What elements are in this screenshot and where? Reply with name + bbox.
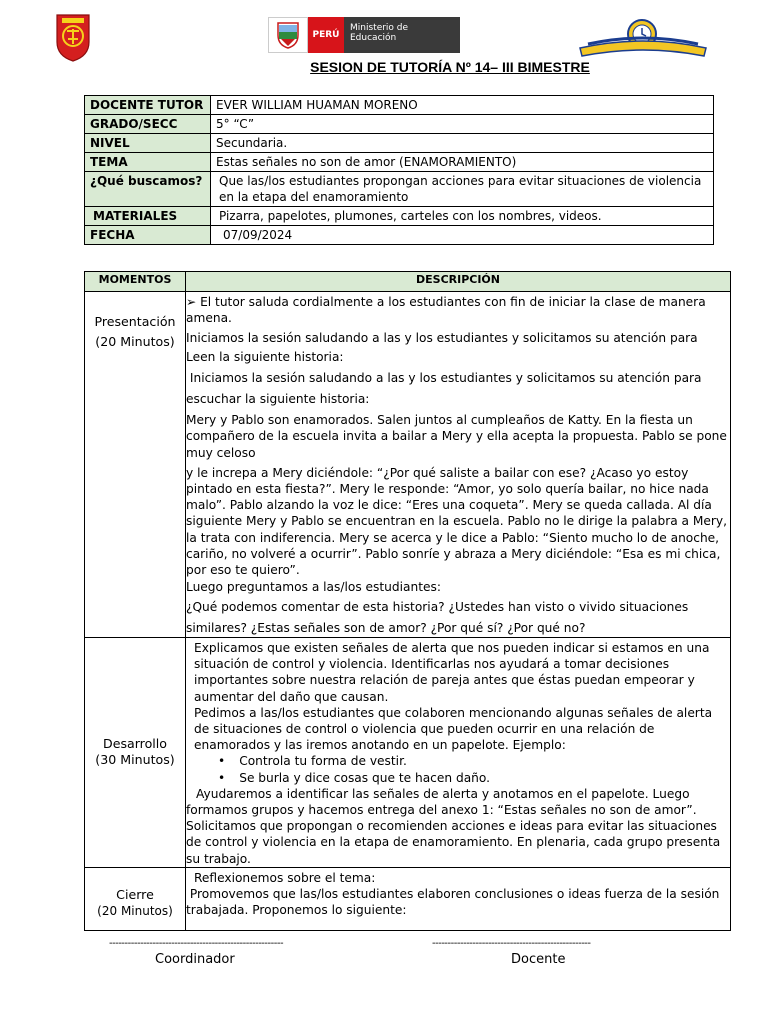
bullet-text: Se burla y dice cosas que te hacen daño. [239, 770, 491, 785]
table-row [85, 867, 731, 930]
info-value: Que las/los estudiantes propongan acciones para evitar situaciones de violencia en la etapa del enamoramiento [211, 172, 714, 207]
info-value: Estas señales no son de amor (ENAMORAMIENTO) [211, 153, 714, 172]
text-line: Reflexionemos sobre el tema: [194, 870, 376, 885]
closing-description [186, 867, 731, 930]
bullet-text: Controla tu forma de vestir. [239, 754, 407, 769]
moment-development [85, 638, 186, 868]
moment-name: Presentación [94, 314, 176, 329]
moment-presentation [85, 292, 186, 638]
info-value: 07/09/2024 [211, 226, 714, 245]
text-paragraph: y le increpa a Mery diciéndole: “¿Por qué saliste a bailar con ese? ¿Acaso yo estoy pintado en esta fiesta?”. Mery le responde: “Amor, yo solo quería bailar, no hice nada malo”. Pablo alzando la voz le dice: “Eres una coqueta”. Mery se queda callada. Al día siguiente Mery y Pablo se encuentran en la escuela. Pablo no le dirige la palabra a Mery, la trata con indiferencia. Mery se acerca y le dice a Pablo: “Siento mucho lo de anoche, cariño, no volveré a ocurrir”. Pablo sonríe y abraza a Mery diciéndole: “Esa es mi chica, por eso te quiero”. [186, 465, 728, 578]
text-line: Iniciamos la sesión saludando a las y los estudiantes y solicitamos su atención para [186, 331, 698, 346]
moment-time: (30 Minutos) [95, 752, 175, 768]
bullet-icon: • [218, 754, 226, 769]
text-paragraph: Pedimos a las/los estudiantes que colaboren mencionando algunas señales de alerta de situaciones de control o violencia que pueden ocurrir en una relación de enamorados y las iremos anotando en un papelote. Ejemplo: [194, 705, 713, 753]
table-row [85, 638, 731, 868]
info-label: FECHA [85, 226, 211, 245]
coordinator-signature-line: -------------------------------------------------------- [109, 938, 284, 949]
list-item [186, 753, 730, 769]
peru-shield-icon [268, 17, 308, 53]
info-value: Pizarra, papelotes, plumones, carteles con los nombres, videos. [211, 207, 714, 226]
moment-closing [85, 867, 186, 930]
list-item [186, 770, 730, 786]
info-row [85, 172, 714, 207]
page-title: SESION DE TUTORÍA Nº 14– III BIMESTRE [310, 59, 590, 75]
info-row [85, 115, 714, 134]
info-label: ¿Qué buscamos? [85, 172, 211, 207]
info-value: Secundaria. [211, 134, 714, 153]
info-table [84, 95, 714, 245]
jornada-escolar-logo [578, 18, 708, 60]
teacher-signature-line: --------------------------------------------------- [432, 938, 591, 949]
info-row [85, 134, 714, 153]
text-line: similares? ¿Estas señales son de amor? ¿Por qué sí? ¿Por qué no? [186, 620, 586, 635]
moment-name: Desarrollo [103, 736, 167, 752]
text-paragraph: Explicamos que existen señales de alerta que nos pueden indicar si estamos en una situación de control y violencia. Identificarlas nos ayudará a tomar decisiones importantes sobre nuestra relación de pareja antes que éstas puedan empeorar y aumentar del daño que causan. [194, 641, 710, 704]
info-value: 5° “C” [211, 115, 714, 134]
moment-time: (20 Minutos) [95, 334, 175, 350]
text-paragraph: Mery y Pablo son enamorados. Salen juntos al cumpleaños de Katty. En la fiesta un compañero de la escuela invita a bailar a Mery y ella acepta la propuesta. Pablo se pone muy celoso [186, 413, 727, 460]
minedu-logo [268, 17, 460, 53]
moments-table [84, 271, 731, 931]
info-row [85, 207, 714, 226]
text-line: Iniciamos la sesión saludando a las y los estudiantes y solicitamos su atención para [186, 370, 702, 385]
text-paragraph: Ayudaremos a identificar las señales de alerta y anotamos en el papelote. Luego formamos grupos y hacemos entrega del anexo 1: “Estas señales no son de amor”. Solicitamos que propongan o recomienden acciones e ideas para evitar las situaciones de control y violencia en la etapa de enamoramiento. En plenaria, cada grupo presenta su trabajo. [186, 786, 721, 866]
info-value: EVER WILLIAM HUAMAN MORENO [211, 96, 714, 115]
minedu-name: Ministerio de Educación [344, 17, 460, 53]
text-line: escuchar la siguiente historia: [186, 392, 370, 407]
coordinator-label: Coordinador [155, 952, 235, 967]
development-description [186, 638, 731, 868]
minedu-country: PERÚ [308, 17, 344, 53]
school-logo [54, 12, 92, 62]
text-line: Luego preguntamos a las/los estudiantes: [186, 580, 441, 595]
text-line: Leen la siguiente historia: [186, 349, 344, 364]
info-label: TEMA [85, 153, 211, 172]
moment-time: (20 Minutos) [97, 904, 173, 919]
info-label: MATERIALES [85, 207, 211, 226]
info-row [85, 153, 714, 172]
info-label: NIVEL [85, 134, 211, 153]
info-label: GRADO/SECC [85, 115, 211, 134]
info-row [85, 226, 714, 245]
bullet-icon: • [218, 770, 226, 785]
text-line: ➢ El tutor saluda cordialmente a los estudiantes con fin de iniciar la clase de manera amena. [186, 295, 706, 326]
presentation-description [186, 292, 731, 638]
moment-name: Cierre [116, 887, 154, 903]
description-header: DESCRIPCIÓN [186, 272, 731, 292]
info-label: DOCENTE TUTOR [85, 96, 211, 115]
text-paragraph: Promovemos que las/los estudiantes elaboren conclusiones o ideas fuerza de la sesión trabajada. Proponemos lo siguiente: [186, 887, 724, 918]
text-line: ¿Qué podemos comentar de esta historia? ¿Ustedes han visto o vivido situaciones [186, 600, 689, 615]
table-row [85, 292, 731, 638]
moments-header: MOMENTOS [85, 272, 186, 292]
info-row [85, 96, 714, 115]
teacher-label: Docente [511, 952, 566, 967]
